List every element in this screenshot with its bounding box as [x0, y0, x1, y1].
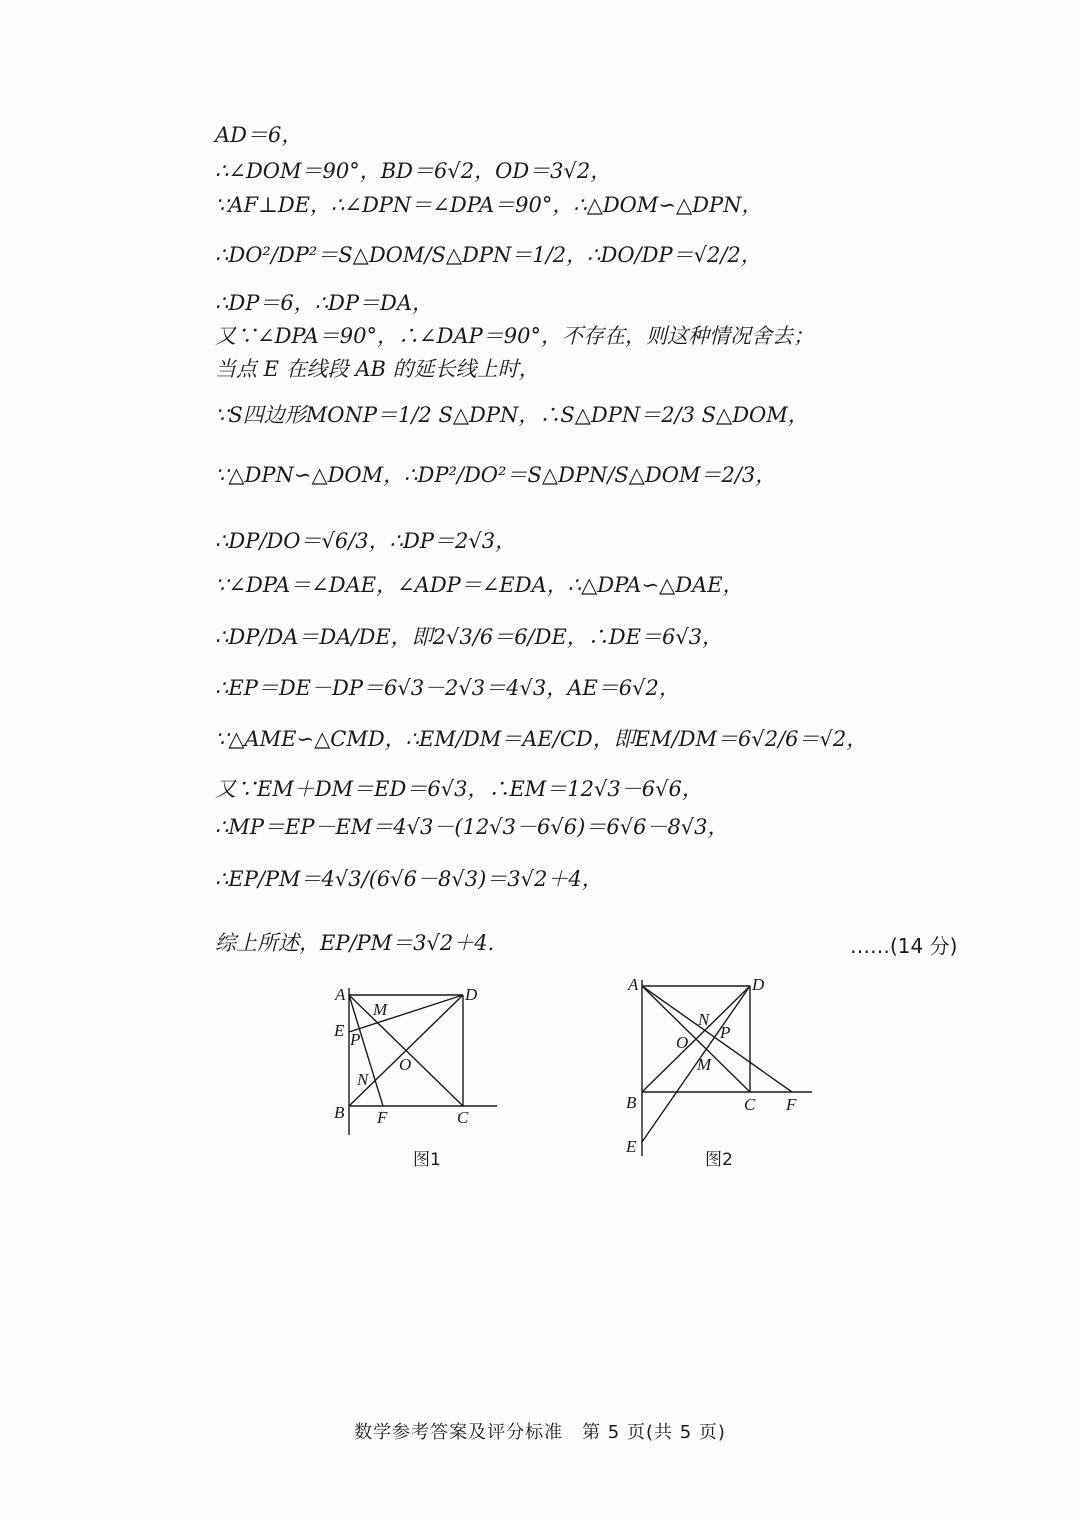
- figure-1-diagram: [325, 980, 505, 1140]
- solution-line: ∴DP＝6，∴DP＝DA，: [215, 291, 434, 315]
- label-C: C: [457, 1108, 469, 1127]
- figure-1-caption: 图1: [413, 1150, 441, 1170]
- solution-line: 综上所述，EP/PM＝3√2＋4.: [215, 931, 495, 955]
- page-footer: 数学参考答案及评分标准 第 5 页(共 5 页): [354, 1422, 726, 1443]
- solution-line: ∵∠DPA＝∠DAE，∠ADP＝∠EDA，∴△DPA∽△DAE，: [215, 573, 744, 597]
- solution-line: ∴DP/DA＝DA/DE，即2√3/6＝6/DE，∴DE＝6√3，: [215, 625, 724, 649]
- figure-2-caption: 图2: [705, 1150, 733, 1170]
- solution-line: ∴MP＝EP－EM＝4√3－(12√3－6√6)＝6√6－8√3，: [215, 815, 729, 839]
- solution-line: ∴∠DOM＝90°，BD＝6√2，OD＝3√2，: [215, 159, 612, 183]
- solution-line: ∴DP/DO＝√6/3，∴DP＝2√3，: [215, 529, 517, 553]
- solution-line: 又∵∠DPA＝90°，∴∠DAP＝90°，不存在，则这种情况舍去；: [215, 324, 814, 348]
- solution-line: ∴EP/PM＝4√3/(6√6－8√3)＝3√2＋4，: [215, 867, 603, 891]
- solution-line: ∵△AME∽△CMD，∴EM/DM＝AE/CD，即EM/DM＝6√2/6＝√2，: [215, 727, 868, 751]
- solution-line: ∵S四边形MONP＝1/2 S△DPN，∴S△DPN＝2/3 S△DOM，: [215, 403, 809, 427]
- label-P: P: [350, 1030, 361, 1049]
- solution-line: 当点 E 在线段 AB 的延长线上时，: [215, 357, 540, 381]
- label-M: M: [697, 1055, 712, 1074]
- label-O: O: [676, 1033, 689, 1052]
- label-B: B: [334, 1103, 345, 1122]
- label-A: A: [628, 975, 639, 994]
- label-F: F: [377, 1108, 388, 1127]
- label-E: E: [626, 1137, 637, 1156]
- solution-line: ∴DO²/DP²＝S△DOM/S△DPN＝1/2，∴DO/DP＝√2/2，: [215, 243, 762, 267]
- label-D: D: [465, 985, 478, 1004]
- label-E: E: [334, 1021, 345, 1040]
- label-B: B: [626, 1093, 637, 1112]
- solution-line: ∵AF⊥DE，∴∠DPN＝∠DPA＝90°，∴△DOM∽△DPN，: [215, 193, 763, 217]
- score-note: ……(14 分): [850, 934, 958, 958]
- solution-line: ∴EP＝DE－DP＝6√3－2√3＝4√3，AE＝6√2，: [215, 676, 680, 700]
- label-N: N: [698, 1010, 710, 1029]
- figure-2-diagram: [620, 970, 820, 1160]
- solution-line: ∵△DPN∽△DOM，∴DP²/DO²＝S△DPN/S△DOM＝2/3，: [215, 463, 777, 487]
- label-M: M: [373, 1000, 388, 1019]
- figure-2: [620, 970, 820, 1164]
- label-N: N: [357, 1070, 369, 1089]
- label-D: D: [752, 975, 765, 994]
- label-O: O: [399, 1055, 412, 1074]
- label-P: P: [720, 1023, 731, 1042]
- figure-1: [325, 980, 505, 1144]
- label-F: F: [786, 1095, 797, 1114]
- solution-line: 又∵EM＋DM＝ED＝6√3，∴EM＝12√3－6√6，: [215, 777, 703, 801]
- label-A: A: [335, 985, 346, 1004]
- label-C: C: [744, 1095, 756, 1114]
- solution-line: AD＝6，: [215, 123, 303, 147]
